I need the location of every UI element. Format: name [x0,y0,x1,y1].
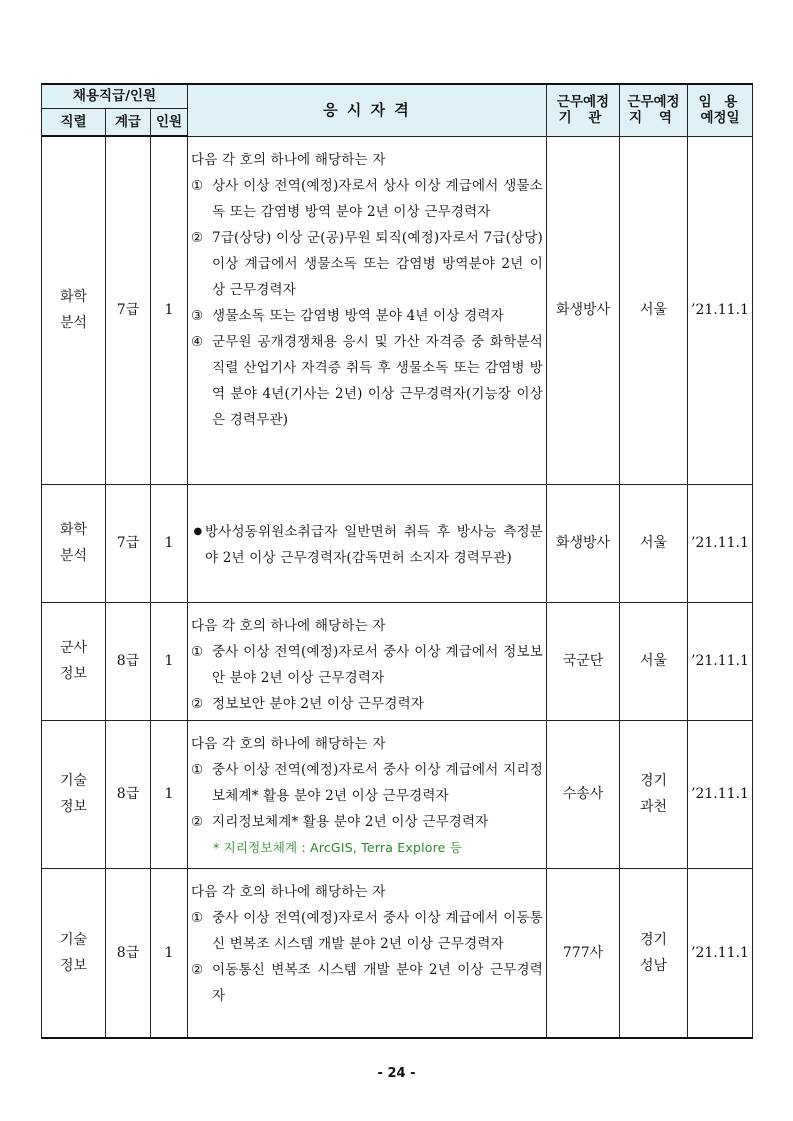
item-marker: ② [191,961,204,978]
header-region-line2: 지 역 [629,110,678,127]
item-text: 군무원 공개경쟁채용 응시 및 가산 자격증 중 화학분석 직렬 산업기사 자격증 취득 후 생물소독 또는 감염병 방역 분야 4년(기사는 2년) 이상 근무경력자(기능장 이상은 경력무관) [212,333,543,428]
qualification-cell [188,136,547,484]
item-text: 방사성동위원소취급자 일반면허 취득 후 방사능 측정분야 2년 이상 근무경력자(감독면허 소지자 경력무관) [205,524,543,566]
region-cell [620,868,688,1038]
job-cell [42,602,106,720]
date-cell: ’21.11.1 [688,868,753,1038]
job-cell [42,868,106,1038]
header-date-line2: 예정일 [700,110,740,127]
region-cell [620,720,688,868]
header-count: 인원 [151,108,188,136]
qualification-item [191,225,543,303]
item-marker: ② [191,229,204,246]
item-text: 이동통신 변복조 시스템 개발 분야 2년 이상 근무경력자 [212,961,543,1004]
qualification-cell [188,602,547,720]
header-qualification: 응 시 자 격 [188,84,547,136]
job-line: 분석 [59,548,88,564]
date-cell: ’21.11.1 [688,602,753,720]
region-line: 성남 [639,957,668,974]
header-agency [547,84,620,136]
agency-cell [547,602,620,720]
qualification-cell [188,720,547,868]
qualification-bullet-item [191,515,543,571]
header-grade-group: 채용직급/인원 [42,84,188,108]
agency-line: 수송사 [562,786,604,802]
region-line: 서울 [639,302,668,318]
region-cell [620,484,688,602]
item-text: 생물소독 또는 감염병 방역 분야 4년 이상 경력자 [212,307,504,324]
grade-cell: 7급 [106,136,151,484]
table-row [42,136,753,484]
date-cell: ’21.11.1 [688,484,753,602]
header-date-line1: 임 용 [698,94,742,111]
item-text: 중사 이상 전역(예정)자로서 중사 이상 계급에서 이동통신 변복조 시스템 개발 분야 2년 이상 근무경력자 [212,909,543,952]
table-row [42,720,753,868]
count-cell: 1 [151,484,188,602]
date-cell: ’21.11.1 [688,720,753,868]
region-cell [620,602,688,720]
item-text: 상사 이상 전역(예정)자로서 상사 이상 계급에서 생물소독 또는 감염병 방역 분야 2년 이상 근무경력자 [212,177,543,220]
bullet-icon: ● [193,526,203,537]
table-row [42,868,753,1038]
job-cell [42,136,106,484]
table-row [42,602,753,720]
count-cell: 1 [151,136,188,484]
region-cell [620,136,688,484]
qualification-cell [188,484,547,602]
job-line: 정보 [59,957,88,974]
item-text: 7급(상당) 이상 군(공)무원 퇴직(예정)자로서 7급(상당) 이상 계급에서 생물소독 또는 감염병 방역분야 2년 이상 근무경력자 [212,229,543,298]
qualification-intro: 다음 각 호의 하나에 해당하는 자 [191,151,386,168]
job-cell [42,484,106,602]
agency-cell [547,484,620,602]
item-marker: ① [191,909,204,926]
qualification-item [191,303,543,329]
agency-line: 국군단 [562,653,604,669]
job-line: 분석 [59,315,88,332]
item-marker: ② [191,695,204,712]
job-cell [42,720,106,868]
grade-cell: 8급 [106,720,151,868]
qualification-item [191,639,543,691]
header-region [620,84,688,136]
region-line: 경기 [639,773,668,789]
region-line: 서울 [639,653,668,669]
grade-cell: 7급 [106,484,151,602]
qualification-intro: 다음 각 호의 하나에 해당하는 자 [191,735,386,752]
agency-line: 화생방사 [555,535,611,551]
qualification-item [191,809,543,835]
job-line: 화학 [59,522,88,538]
grade-cell: 8급 [106,602,151,720]
grade-cell: 8급 [106,868,151,1038]
agency-cell [547,136,620,484]
table-row [42,484,753,602]
count-cell: 1 [151,602,188,720]
header-grade: 계급 [106,108,151,136]
job-line: 군사 [59,640,88,656]
qualification-intro: 다음 각 호의 하나에 해당하는 자 [191,883,386,900]
page-number: - 24 - [377,1066,416,1081]
item-text: 지리정보체계* 활용 분야 2년 이상 근무경력자 [212,813,489,830]
footnote: * 지리정보체계 : ArcGIS, Terra Explore 등 [213,839,463,855]
qualification-item [191,905,543,957]
header-agency-line1: 근무예정 [556,94,610,111]
job-line: 정보 [59,666,88,682]
region-line: 서울 [639,535,668,551]
agency-cell [547,720,620,868]
count-cell: 1 [151,868,188,1038]
recruitment-table [41,83,753,1039]
agency-line: 777사 [562,944,604,961]
job-line: 기술 [59,773,88,789]
qualification-cell [188,868,547,1038]
item-text: 중사 이상 전역(예정)자로서 중사 이상 계급에서 정보보안 분야 2년 이상 근무경력자 [212,643,543,686]
region-line: 경기 [639,931,668,948]
qualification-item [191,691,543,717]
item-text: 중사 이상 전역(예정)자로서 중사 이상 계급에서 지리정보체계* 활용 분야 2년 이상 근무경력자 [212,761,543,804]
item-marker: ① [191,177,204,194]
header-region-line1: 근무예정 [627,94,680,111]
agency-line: 화생방사 [555,302,611,318]
header-agency-line2: 기 관 [558,110,608,127]
item-marker: ① [191,643,204,660]
item-text: 정보보안 분야 2년 이상 근무경력자 [212,695,425,712]
job-line: 화학 [59,289,88,306]
item-marker: ① [191,761,204,778]
item-marker: ④ [191,333,204,350]
job-line: 기술 [59,931,88,948]
header-job: 직렬 [42,108,106,136]
qualification-intro: 다음 각 호의 하나에 해당하는 자 [191,617,386,634]
item-marker: ② [191,813,204,830]
region-line: 과천 [639,799,668,815]
date-cell: ’21.11.1 [688,136,753,484]
qualification-item [191,957,543,1009]
item-marker: ③ [191,307,204,324]
qualification-item [191,173,543,225]
job-line: 정보 [59,799,88,815]
qualification-item [191,757,543,809]
agency-cell [547,868,620,1038]
qualification-item [191,329,543,433]
header-date [688,84,753,136]
count-cell: 1 [151,720,188,868]
